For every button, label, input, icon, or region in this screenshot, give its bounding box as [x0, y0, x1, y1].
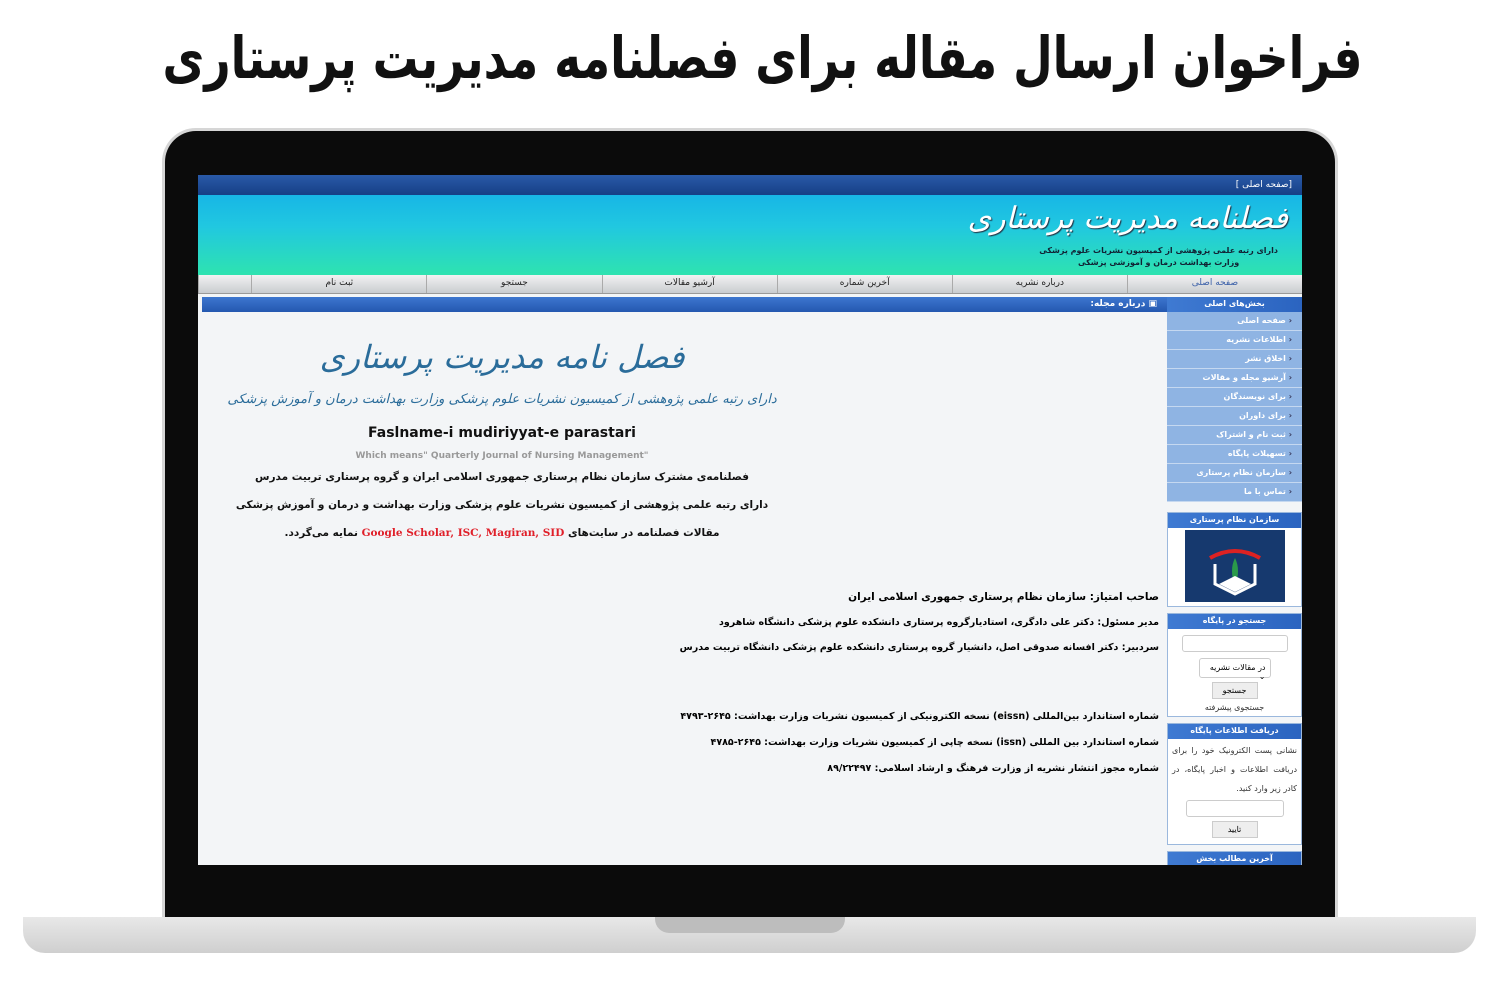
- banner-subtitle: [1039, 245, 1278, 269]
- sidebar-item-reviewers[interactable]: ‹ برای داوران: [1167, 407, 1302, 426]
- nav-about[interactable]: درباره نشریه: [952, 275, 1127, 293]
- sidebar-item-archive[interactable]: ‹ آرشیو مجله و مقالات: [1167, 369, 1302, 388]
- editor-in-chief: سردبیر: دکتر افسانه صدوقی اصل، دانشیار گروه پرستاری دانشکده علوم پزشکی دانشگاه تربیت مدرس: [679, 642, 1159, 653]
- nursing-org-logo-icon: [1185, 530, 1285, 602]
- title-meaning: Which means" Quarterly Journal of Nursing Management": [355, 451, 649, 461]
- sidebar-menu: [1167, 312, 1302, 502]
- section-title: درباره مجله:: [1090, 299, 1146, 309]
- eissn: شماره استاندارد بین‌المللی (eissn) نسخه الکترونیکی از کمیسیون نشریات وزارت بهداشت: ۲۶۴۵-۴۷۹۳: [680, 711, 1159, 722]
- sidebar: [1167, 297, 1302, 865]
- main-content: [202, 297, 1167, 865]
- top-bar: [198, 175, 1302, 195]
- search-button[interactable]: جستجو: [1212, 682, 1258, 699]
- site-banner: [198, 195, 1302, 275]
- latest-title: آخرین مطالب بخش: [1168, 852, 1301, 865]
- intro-line-2: دارای رتبه علمی پژوهشی از کمیسیون نشریات علوم پزشکی وزارت بهداشت و درمان و آموزش پزشکی: [235, 499, 769, 511]
- nav-search[interactable]: جستجو: [426, 275, 601, 293]
- nav-latest-issue[interactable]: آخرین شماره: [777, 275, 952, 293]
- sidebar-item-home[interactable]: ‹ صفحه اصلی: [1167, 312, 1302, 331]
- section-header: [202, 297, 1167, 312]
- banner-logo-title: فصلنامه مدیریت پرستاری: [967, 201, 1288, 236]
- search-scope-value: در مقالات نشریه: [1209, 663, 1266, 672]
- banner-sub-1: دارای رتبه علمی پژوهشی از کمیسیون نشریات علوم پزشکی: [1039, 246, 1278, 255]
- sidebar-main-title: بخش‌های اصلی: [1167, 297, 1302, 312]
- sidebar-item-org[interactable]: ‹ سازمان نظام پرستاری: [1167, 464, 1302, 483]
- latin-title: Faslname-i mudiriyyat-e parastari: [368, 425, 636, 441]
- nav-spacer: [198, 275, 251, 293]
- newsletter-text: نشانی پست الکترونیک خود را برای دریافت اطلاعات و اخبار پایگاه، در کادر زیر وارد کنید.: [1172, 746, 1297, 793]
- nav-home[interactable]: صفحه اصلی: [1127, 275, 1302, 293]
- intro-line-1: فصلنامه‌ی مشترک سازمان نظام پرستاری جمهوری اسلامی ایران و گروه پرستاری تربیت مدرس: [254, 471, 750, 483]
- sidebar-item-ethics[interactable]: ‹ اخلاق نشر: [1167, 350, 1302, 369]
- journal-intro: [222, 338, 782, 539]
- indexing-text-end: نمایه می‌گردد.: [284, 527, 362, 539]
- laptop-notch: [655, 917, 845, 933]
- managing-director: مدیر مسئول: دکتر علی دادگری، استادیارگروه پرستاری دانشکده علوم پزشکی دانشگاه شاهرود: [719, 617, 1159, 628]
- chevron-down-icon: ⌄: [1258, 672, 1266, 681]
- sidebar-item-contact[interactable]: ‹ تماس با ما: [1167, 483, 1302, 502]
- page-headline: فراخوان ارسال مقاله برای فصلنامه مدیریت پرستاری: [162, 24, 1363, 92]
- newsletter-box: [1167, 723, 1302, 845]
- newsletter-email-input[interactable]: [1186, 800, 1284, 817]
- org-box-title: سازمان نظام پرستاری: [1168, 513, 1301, 528]
- indexing-sites: Google Scholar, ISC, Magiran, SID: [361, 527, 565, 539]
- search-box-title: جستجو در پایگاه: [1168, 614, 1301, 629]
- breadcrumb[interactable]: [صفحه اصلی ]: [1235, 180, 1292, 190]
- issn: شماره استاندارد بین المللی (issn) نسخه چاپی از کمیسیون نشریات وزارت بهداشت: ۲۶۴۵-۴۷۸۵: [710, 737, 1159, 748]
- sidebar-item-facilities[interactable]: ‹ تسهیلات پایگاه: [1167, 445, 1302, 464]
- sidebar-item-authors[interactable]: ‹ برای نویسندگان: [1167, 388, 1302, 407]
- publication-license: شماره مجوز انتشار نشریه از وزارت فرهنگ و ارشاد اسلامی: ۸۹/۲۲۴۹۷: [827, 763, 1159, 774]
- latest-box: [1167, 851, 1302, 865]
- journal-logo-title: فصل نامه مدیریت پرستاری: [319, 338, 685, 376]
- search-box: [1167, 613, 1302, 717]
- search-scope-select[interactable]: [1199, 658, 1271, 681]
- page-headline-container: [0, 20, 1500, 100]
- sidebar-item-register[interactable]: ‹ ثبت نام و اشتراک: [1167, 426, 1302, 445]
- banner-sub-2: وزارت بهداشت درمان و آموزشی پزشکی: [1078, 258, 1240, 267]
- journal-logo-subtitle: دارای رتبه علمی پژوهشی از کمیسیون نشریات علوم پزشکی وزارت بهداشت درمان و آموزش پزشکی: [227, 392, 777, 407]
- intro-line-3: [222, 527, 782, 539]
- org-logo[interactable]: [1185, 530, 1285, 602]
- owner: صاحب امتیاز: سازمان نظام پرستاری جمهوری اسلامی ایران: [848, 591, 1159, 603]
- newsletter-submit-button[interactable]: تایید: [1212, 821, 1258, 838]
- sidebar-item-info[interactable]: ‹ اطلاعات نشریه: [1167, 331, 1302, 350]
- newsletter-title: دریافت اطلاعات پایگاه: [1168, 724, 1301, 739]
- indexing-text: مقالات فصلنامه در سایت‌های: [564, 527, 720, 539]
- website-screen: [198, 175, 1302, 865]
- org-box: [1167, 512, 1302, 607]
- main-nav: [198, 275, 1302, 294]
- search-input[interactable]: [1182, 635, 1288, 652]
- advanced-search-link[interactable]: جستجوی پیشرفته: [1204, 703, 1265, 712]
- document-icon: ▣: [1145, 299, 1157, 309]
- nav-register[interactable]: ثبت نام: [251, 275, 426, 293]
- laptop-base: [23, 917, 1476, 953]
- nav-archive[interactable]: آرشیو مقالات: [602, 275, 777, 293]
